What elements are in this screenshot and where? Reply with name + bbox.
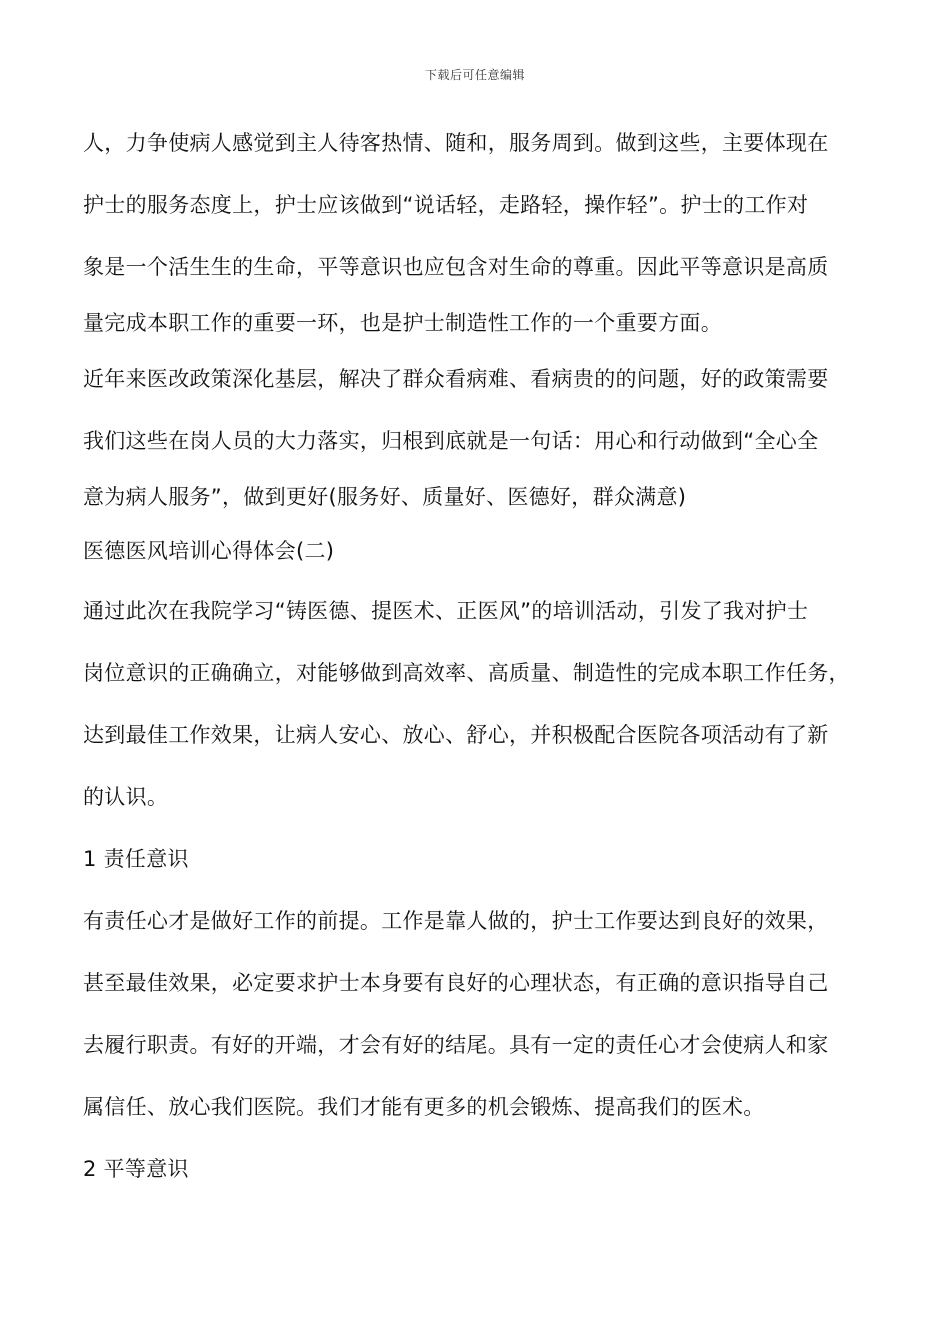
body-line-6: 我们这些在岗人员的大力落实，归根到底就是一句话：用心和行动做到“全心全 [83,429,819,453]
body-line-4: 量完成本职工作的重要一环，也是护士制造性工作的一个重要方面。 [83,311,722,335]
body-line-12: 的认识。 [83,785,169,809]
body-line-5: 近年来医改政策深化基层，解决了群众看病难、看病贵的的问题，好的政策需要 [83,367,829,391]
header-note: 下载后可任意编辑 [424,68,525,82]
body-line-15: 甚至最佳效果，必定要求护士本身要有良好的心理状态，有正确的意识指导自己 [83,971,829,995]
subheading-equality: 2 平等意识 [83,1157,189,1181]
body-line-16: 去履行职责。有好的开端，才会有好的结尾。具有一定的责任心才会使病人和家 [83,1033,829,1057]
document-body [83,112,883,1200]
subheading-responsibility: 1 责任意识 [83,847,189,871]
body-line-10: 岗位意识的正确确立，对能够做到高效率、高质量、制造性的完成本职工作任务， [83,661,850,685]
body-line-14: 有责任心才是做好工作的前提。工作是靠人做的，护士工作要达到良好的效果， [83,909,829,933]
body-line-9: 通过此次在我院学习“铸医德、提医术、正医风”的培训活动，引发了我对护士 [83,599,809,623]
section-title: 医德医风培训心得体会(二) [83,539,335,563]
body-line-3: 象是一个活生生的生命，平等意识也应包含对生命的尊重。因此平等意识是高质 [83,255,829,279]
body-line-7: 意为病人服务”，做到更好(服务好、质量好、医德好，群众满意) [83,485,687,509]
body-line-11: 达到最佳工作效果，让病人安心、放心、舒心，并积极配合医院各项活动有了新 [83,723,829,747]
body-line-17: 属信任、放心我们医院。我们才能有更多的机会锻炼、提高我们的医术。 [83,1095,765,1119]
body-line-1: 人，力争使病人感觉到主人待客热情、随和，服务周到。做到这些，主要体现在 [83,131,829,155]
body-line-2: 护士的服务态度上，护士应该做到“说话轻，走路轻，操作轻”。护士的工作对 [83,193,809,217]
